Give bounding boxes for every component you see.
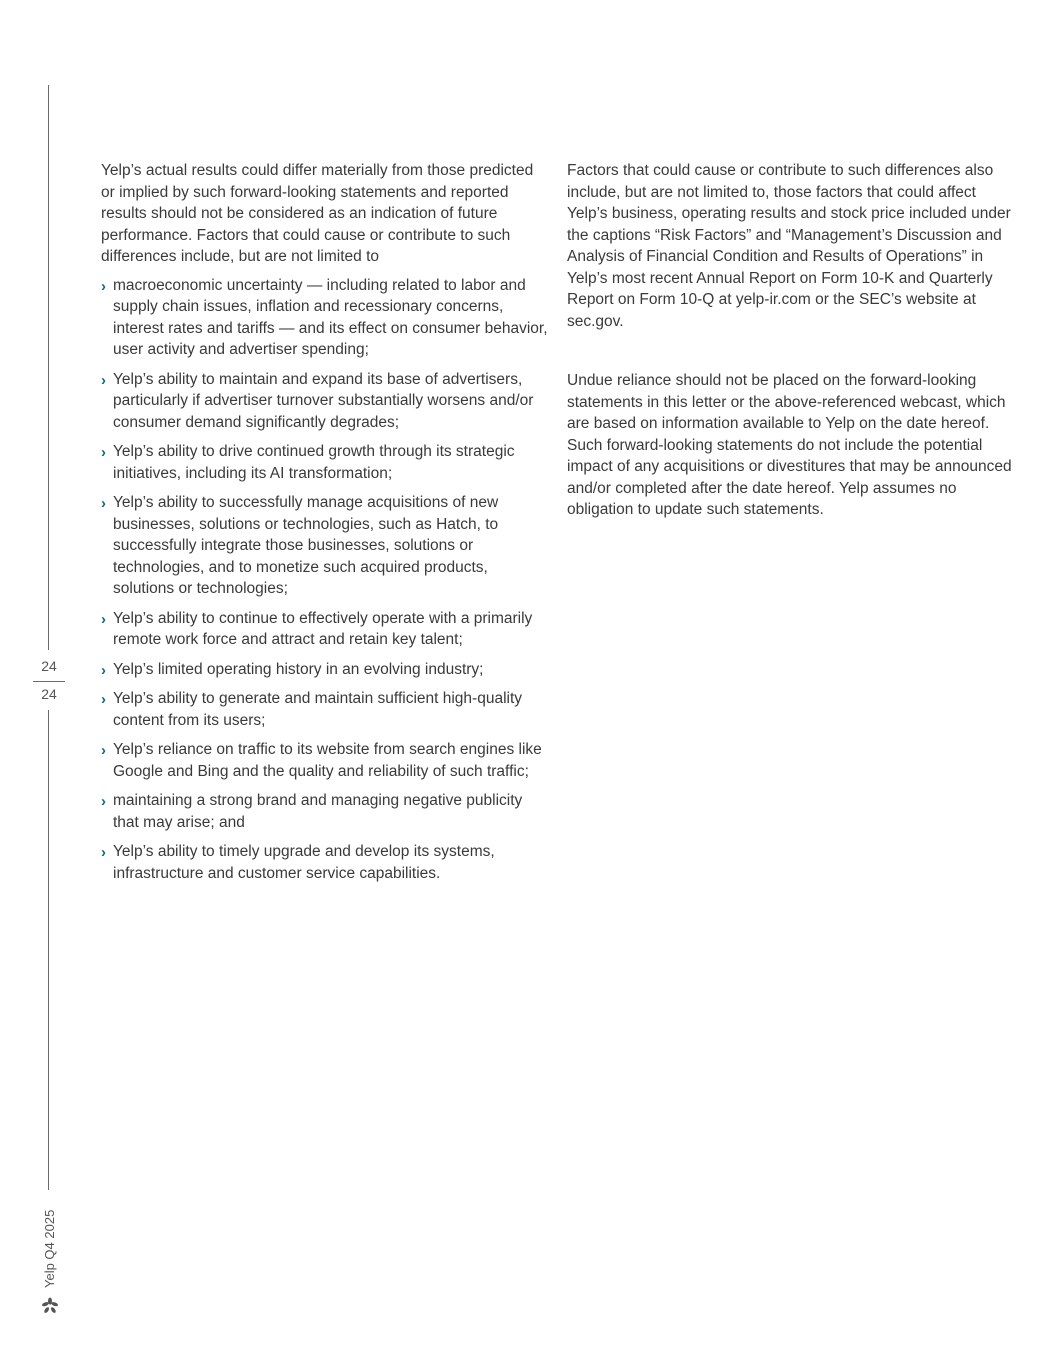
list-item bbox=[101, 790, 549, 833]
chevron-right-icon: › bbox=[101, 444, 106, 461]
chevron-right-icon: › bbox=[101, 742, 106, 759]
chevron-right-icon: › bbox=[101, 661, 106, 679]
other-factors-paragraph: Factors that could cause or contribute to such differences also include, but are not limited to, those factors that could affect Yelp’s business, operating results and stock price included under the captions “Risk Factors” and “Management’s Discussion and Analysis of Financial Condition and Results of Operations” in Yelp’s most recent Annual Report on Form 10-K and Quarterly Report on Form 10-Q at yelp-ir.com or the SEC’s website at sec.gov. bbox=[567, 162, 1011, 330]
list-item-text: Yelp’s ability to timely upgrade and develop its systems, infrastructure and customer service capabilities. bbox=[113, 843, 495, 882]
intro-paragraph: Yelp’s actual results could differ materially from those predicted or implied by such forward-looking statements and reported results should not be considered as an indication of future performance. Factors that could cause or contribute to such differences include, but are not limited to bbox=[101, 162, 534, 265]
page-number-current: 24 bbox=[41, 658, 57, 674]
left-column bbox=[101, 160, 549, 892]
list-item bbox=[101, 492, 549, 600]
list-item-text: Yelp’s ability to maintain and expand its base of advertisers, particularly if advertiser turnover substantially worsens and/or consumer demand significantly degrades; bbox=[113, 370, 534, 431]
list-item-text: Yelp’s ability to continue to effectively operate with a primarily remote work force and attract and retain key talent; bbox=[113, 609, 533, 648]
undue-reliance-paragraph: Undue reliance should not be placed on the forward-looking statements in this letter or the above-referenced webcast, which are based on information available to Yelp on the date hereof. Such forward-looking statements do not include the potential impact of any acquisitions or divestitures that may be announced and/or completed after the date hereof. Yelp assumes no obligation to update such statements. bbox=[567, 372, 1012, 518]
list-item bbox=[101, 369, 549, 434]
chevron-right-icon: › bbox=[101, 793, 106, 810]
chevron-right-icon: › bbox=[101, 495, 106, 512]
chevron-right-icon: › bbox=[101, 277, 106, 295]
list-item-text: Yelp’s ability to generate and maintain sufficient high-quality content from its users; bbox=[113, 690, 523, 729]
list-item-text: Yelp’s ability to drive continued growth through its strategic initiatives, including its AI transformation; bbox=[113, 443, 515, 482]
list-item bbox=[101, 739, 549, 782]
rail-brand bbox=[39, 1200, 61, 1318]
list-item bbox=[101, 688, 549, 731]
list-item bbox=[101, 441, 549, 484]
list-item-text: maintaining a strong brand and managing negative publicity that may arise; and bbox=[113, 792, 523, 831]
yelp-burst-icon bbox=[41, 1297, 59, 1315]
list-item bbox=[101, 608, 549, 651]
page-number-total: 24 bbox=[41, 686, 57, 702]
list-item-text: Yelp’s limited operating history in an evolving industry; bbox=[113, 660, 484, 678]
list-item bbox=[101, 841, 549, 884]
list-item-text: macroeconomic uncertainty — including related to labor and supply chain issues, inflation and recessionary concerns, interest rates and tariffs — and its effect on consumer behavior, user activity and advertiser spending; bbox=[113, 276, 548, 358]
page-number-divider bbox=[33, 681, 65, 682]
rail-brand-text: Yelp Q4 2025 bbox=[42, 1209, 57, 1288]
chevron-right-icon: › bbox=[101, 844, 106, 861]
right-column bbox=[567, 160, 1012, 521]
chevron-right-icon: › bbox=[101, 691, 106, 708]
list-item bbox=[101, 275, 549, 361]
chevron-right-icon: › bbox=[101, 610, 106, 628]
list-item-text: Yelp’s ability to successfully manage acquisitions of new businesses, solutions or technologies, such as Hatch, to successfully integrate those businesses, solutions or technologies, and to monetize such acquired products, solutions or technologies; bbox=[113, 494, 499, 597]
list-item bbox=[101, 659, 549, 681]
risk-factor-list bbox=[101, 275, 549, 885]
list-item-text: Yelp’s reliance on traffic to its website from search engines like Google and Bing and the quality and reliability of such traffic; bbox=[113, 741, 542, 780]
rail-line-bottom bbox=[48, 710, 49, 1190]
chevron-right-icon: › bbox=[101, 371, 106, 389]
rail-line-top bbox=[48, 85, 49, 650]
